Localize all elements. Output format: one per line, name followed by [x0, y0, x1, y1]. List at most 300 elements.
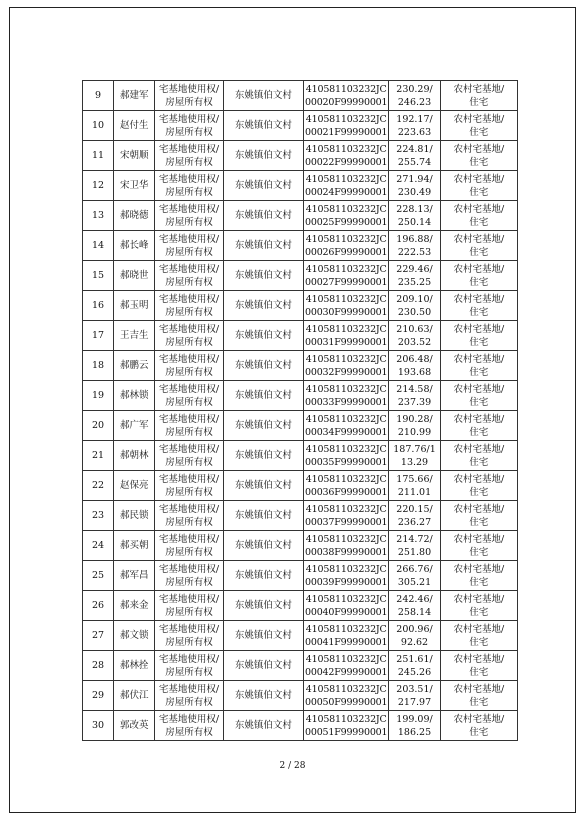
cell-area — [389, 501, 440, 531]
cell-name-text: 郝伏江 — [119, 690, 149, 701]
table-row — [83, 411, 518, 441]
cell-location — [223, 501, 303, 531]
cell-usage-text: 农村宅基地/ — [453, 593, 505, 605]
cell-usage-text: 农村宅基地/ — [453, 203, 505, 215]
cell-location-text: 东姚镇伯文村 — [234, 240, 292, 251]
cell-area-text: 223.63 — [397, 126, 432, 138]
cell-unit-code — [304, 261, 389, 291]
cell-area-text: 242.46/ — [396, 593, 433, 605]
cell-area — [389, 621, 440, 651]
cell-unit-code-text: 00036F99990001 — [305, 486, 388, 498]
cell-right-type-text: 房屋所有权 — [165, 486, 213, 498]
cell-unit-code-text: 00027F99990001 — [305, 276, 388, 288]
cell-right-type-text: 宅基地使用权/ — [158, 533, 220, 545]
cell-index-text: 14 — [92, 240, 105, 251]
cell-area-text: 203.52 — [397, 336, 432, 348]
cell-area — [389, 201, 440, 231]
cell-name-text: 郝林锁 — [119, 390, 149, 401]
cell-area-text: 236.27 — [397, 516, 432, 528]
page-number: 2 / 28 — [279, 761, 306, 771]
cell-name-text: 宋卫华 — [119, 180, 149, 191]
cell-usage-text: 住宅 — [469, 336, 489, 348]
cell-usage — [440, 351, 517, 381]
cell-name-text: 郝朝林 — [119, 450, 149, 461]
cell-area-text: 230.50 — [397, 306, 432, 318]
cell-right-type-text: 宅基地使用权/ — [158, 263, 220, 275]
cell-unit-code — [304, 531, 389, 561]
cell-name-text: 赵保亮 — [119, 480, 149, 491]
cell-right-type-text: 房屋所有权 — [165, 696, 213, 708]
cell-unit-code-text: 410581103232JC — [305, 653, 387, 665]
cell-usage-text: 农村宅基地/ — [453, 233, 505, 245]
cell-location — [223, 351, 303, 381]
cell-right-type-text: 宅基地使用权/ — [158, 593, 220, 605]
table-row — [83, 561, 518, 591]
cell-unit-code — [304, 591, 389, 621]
cell-index-text: 29 — [92, 690, 105, 701]
cell-location — [223, 681, 303, 711]
cell-location — [223, 381, 303, 411]
cell-area — [389, 81, 440, 111]
cell-usage-text: 农村宅基地/ — [453, 623, 505, 635]
cell-name-text: 郝军昌 — [119, 570, 149, 581]
cell-name-text: 郝鹏云 — [119, 360, 149, 371]
cell-index — [83, 531, 114, 561]
cell-index — [83, 411, 114, 441]
cell-unit-code-text: 410581103232JC — [305, 563, 387, 575]
cell-unit-code-text: 410581103232JC — [305, 263, 387, 275]
cell-area-text: 235.25 — [397, 276, 432, 288]
cell-usage-text: 农村宅基地/ — [453, 683, 505, 695]
cell-area — [389, 231, 440, 261]
cell-location — [223, 291, 303, 321]
cell-unit-code-text: 00040F99990001 — [305, 606, 388, 618]
cell-location-text: 东姚镇伯文村 — [234, 180, 292, 191]
cell-unit-code-text: 00051F99990001 — [305, 726, 388, 738]
cell-right-type-text: 宅基地使用权/ — [158, 113, 220, 125]
cell-location-text: 东姚镇伯文村 — [234, 450, 292, 461]
cell-area-text: 251.80 — [397, 546, 432, 558]
cell-usage-text: 住宅 — [469, 216, 489, 228]
cell-right-type — [155, 411, 223, 441]
cell-usage — [440, 621, 517, 651]
cell-usage-text: 农村宅基地/ — [453, 143, 505, 155]
property-rights-table — [82, 80, 518, 741]
cell-area-text: 305.21 — [397, 576, 432, 588]
cell-name-text: 郝民锁 — [119, 510, 149, 521]
cell-right-type-text: 房屋所有权 — [165, 96, 213, 108]
cell-location-text: 东姚镇伯文村 — [234, 270, 292, 281]
cell-usage — [440, 441, 517, 471]
cell-right-type — [155, 501, 223, 531]
cell-right-type-text: 宅基地使用权/ — [158, 383, 220, 395]
cell-unit-code — [304, 501, 389, 531]
cell-area — [389, 171, 440, 201]
cell-usage — [440, 411, 517, 441]
cell-name-text: 郝广军 — [119, 420, 149, 431]
cell-right-type-text: 宅基地使用权/ — [158, 713, 220, 725]
cell-right-type — [155, 591, 223, 621]
cell-name — [114, 141, 155, 171]
cell-right-type-text: 宅基地使用权/ — [158, 353, 220, 365]
cell-unit-code — [304, 381, 389, 411]
cell-area-text: 193.68 — [397, 366, 432, 378]
cell-usage — [440, 561, 517, 591]
cell-area-text: 230.29/ — [396, 83, 433, 95]
cell-unit-code — [304, 201, 389, 231]
cell-usage — [440, 681, 517, 711]
cell-area-text: 237.39 — [397, 396, 432, 408]
cell-name-text: 郝建军 — [119, 90, 149, 101]
cell-right-type-text: 房屋所有权 — [165, 576, 213, 588]
cell-unit-code-text: 410581103232JC — [305, 173, 387, 185]
cell-location-text: 东姚镇伯文村 — [234, 150, 292, 161]
table-row — [83, 201, 518, 231]
cell-right-type-text: 宅基地使用权/ — [158, 503, 220, 515]
cell-name — [114, 651, 155, 681]
cell-name — [114, 471, 155, 501]
cell-location-text: 东姚镇伯文村 — [234, 570, 292, 581]
cell-right-type-text: 宅基地使用权/ — [158, 83, 220, 95]
cell-location — [223, 471, 303, 501]
cell-right-type-text: 房屋所有权 — [165, 726, 213, 738]
table-row — [83, 141, 518, 171]
cell-location — [223, 441, 303, 471]
cell-unit-code — [304, 441, 389, 471]
cell-usage-text: 农村宅基地/ — [453, 293, 505, 305]
cell-location — [223, 621, 303, 651]
cell-right-type-text: 宅基地使用权/ — [158, 683, 220, 695]
cell-unit-code-text: 410581103232JC — [305, 113, 387, 125]
cell-name — [114, 351, 155, 381]
cell-name — [114, 261, 155, 291]
cell-right-type-text: 房屋所有权 — [165, 336, 213, 348]
cell-index — [83, 81, 114, 111]
cell-usage-text: 住宅 — [469, 606, 489, 618]
cell-name — [114, 201, 155, 231]
cell-location-text: 东姚镇伯文村 — [234, 480, 292, 491]
cell-right-type-text: 宅基地使用权/ — [158, 233, 220, 245]
cell-unit-code — [304, 411, 389, 441]
cell-area-text: 271.94/ — [396, 173, 433, 185]
cell-name — [114, 531, 155, 561]
cell-unit-code-text: 410581103232JC — [305, 353, 387, 365]
cell-right-type — [155, 681, 223, 711]
table-row — [83, 441, 518, 471]
cell-right-type-text: 房屋所有权 — [165, 306, 213, 318]
cell-right-type-text: 宅基地使用权/ — [158, 203, 220, 215]
cell-name — [114, 621, 155, 651]
cell-name-text: 郝林拴 — [119, 660, 149, 671]
cell-right-type — [155, 261, 223, 291]
cell-right-type-text: 宅基地使用权/ — [158, 653, 220, 665]
cell-location-text: 东姚镇伯文村 — [234, 660, 292, 671]
cell-index — [83, 261, 114, 291]
cell-name-text: 郝晓德 — [119, 210, 149, 221]
cell-index-text: 30 — [92, 720, 105, 731]
cell-unit-code-text: 410581103232JC — [305, 593, 387, 605]
cell-right-type — [155, 471, 223, 501]
cell-index — [83, 501, 114, 531]
cell-usage-text: 住宅 — [469, 486, 489, 498]
cell-usage — [440, 81, 517, 111]
cell-unit-code — [304, 111, 389, 141]
cell-usage — [440, 591, 517, 621]
cell-right-type-text: 房屋所有权 — [165, 216, 213, 228]
cell-unit-code-text: 410581103232JC — [305, 293, 387, 305]
cell-unit-code-text: 410581103232JC — [305, 503, 387, 515]
cell-location — [223, 591, 303, 621]
cell-name — [114, 681, 155, 711]
cell-right-type — [155, 351, 223, 381]
cell-right-type — [155, 141, 223, 171]
cell-index — [83, 291, 114, 321]
cell-unit-code-text: 00041F99990001 — [305, 636, 388, 648]
cell-usage — [440, 531, 517, 561]
cell-area-text: 220.15/ — [396, 503, 433, 515]
cell-location-text: 东姚镇伯文村 — [234, 300, 292, 311]
table-row — [83, 501, 518, 531]
cell-usage-text: 农村宅基地/ — [453, 413, 505, 425]
cell-name — [114, 711, 155, 741]
cell-index — [83, 471, 114, 501]
cell-usage-text: 农村宅基地/ — [453, 713, 505, 725]
cell-index — [83, 201, 114, 231]
cell-usage — [440, 111, 517, 141]
cell-right-type-text: 房屋所有权 — [165, 156, 213, 168]
cell-location — [223, 201, 303, 231]
cell-index-text: 25 — [92, 570, 105, 581]
cell-index-text: 24 — [92, 540, 105, 551]
table-row — [83, 321, 518, 351]
cell-index-text: 19 — [92, 390, 105, 401]
cell-unit-code-text: 410581103232JC — [305, 143, 387, 155]
cell-right-type — [155, 81, 223, 111]
cell-area-text: 217.97 — [397, 696, 432, 708]
cell-right-type-text: 房屋所有权 — [165, 186, 213, 198]
cell-right-type — [155, 291, 223, 321]
cell-index — [83, 621, 114, 651]
cell-index-text: 10 — [92, 120, 105, 131]
cell-usage-text: 农村宅基地/ — [453, 473, 505, 485]
cell-name — [114, 561, 155, 591]
cell-area-text: 228.13/ — [396, 203, 433, 215]
cell-unit-code-text: 00035F99990001 — [305, 456, 388, 468]
cell-area — [389, 561, 440, 591]
cell-area-text: 210.99 — [397, 426, 432, 438]
cell-unit-code-text: 410581103232JC — [305, 683, 387, 695]
cell-usage — [440, 471, 517, 501]
cell-unit-code-text: 00022F99990001 — [305, 156, 388, 168]
cell-index — [83, 681, 114, 711]
cell-right-type — [155, 561, 223, 591]
cell-usage-text: 住宅 — [469, 456, 489, 468]
cell-area — [389, 471, 440, 501]
cell-right-type-text: 宅基地使用权/ — [158, 413, 220, 425]
cell-usage-text: 住宅 — [469, 426, 489, 438]
cell-name — [114, 231, 155, 261]
cell-usage — [440, 141, 517, 171]
table-row — [83, 171, 518, 201]
cell-unit-code — [304, 681, 389, 711]
cell-area-text: 196.88/ — [396, 233, 433, 245]
cell-area-text: 92.62 — [400, 636, 429, 648]
cell-unit-code — [304, 651, 389, 681]
cell-index — [83, 561, 114, 591]
cell-usage-text: 农村宅基地/ — [453, 533, 505, 545]
table-row — [83, 651, 518, 681]
cell-right-type — [155, 711, 223, 741]
cell-right-type — [155, 651, 223, 681]
cell-location — [223, 141, 303, 171]
cell-area-text: 266.76/ — [396, 563, 433, 575]
cell-right-type-text: 宅基地使用权/ — [158, 143, 220, 155]
table-row — [83, 591, 518, 621]
cell-location-text: 东姚镇伯文村 — [234, 630, 292, 641]
cell-area-text: 210.63/ — [396, 323, 433, 335]
table-row — [83, 471, 518, 501]
cell-usage-text: 农村宅基地/ — [453, 113, 505, 125]
cell-name-text: 郝文锁 — [119, 630, 149, 641]
cell-right-type — [155, 111, 223, 141]
cell-location — [223, 321, 303, 351]
cell-right-type-text: 房屋所有权 — [165, 666, 213, 678]
cell-right-type-text: 宅基地使用权/ — [158, 173, 220, 185]
cell-index — [83, 231, 114, 261]
cell-usage-text: 住宅 — [469, 396, 489, 408]
cell-name-text: 王吉生 — [119, 330, 149, 341]
cell-area — [389, 591, 440, 621]
cell-usage-text: 住宅 — [469, 156, 489, 168]
cell-index-text: 15 — [92, 270, 105, 281]
cell-location-text: 东姚镇伯文村 — [234, 90, 292, 101]
cell-unit-code-text: 410581103232JC — [305, 533, 387, 545]
cell-location — [223, 111, 303, 141]
cell-name — [114, 81, 155, 111]
cell-usage-text: 农村宅基地/ — [453, 563, 505, 575]
cell-unit-code-text: 00038F99990001 — [305, 546, 388, 558]
cell-right-type — [155, 381, 223, 411]
cell-unit-code — [304, 621, 389, 651]
cell-area-text: 230.49 — [397, 186, 432, 198]
cell-right-type-text: 宅基地使用权/ — [158, 323, 220, 335]
cell-index — [83, 711, 114, 741]
cell-name — [114, 381, 155, 411]
cell-right-type — [155, 531, 223, 561]
table-row — [83, 351, 518, 381]
cell-name — [114, 441, 155, 471]
cell-usage-text: 农村宅基地/ — [453, 353, 505, 365]
cell-area — [389, 651, 440, 681]
cell-right-type — [155, 441, 223, 471]
cell-unit-code-text: 410581103232JC — [305, 713, 387, 725]
cell-usage — [440, 261, 517, 291]
cell-area — [389, 321, 440, 351]
cell-unit-code — [304, 321, 389, 351]
cell-area-text: 258.14 — [397, 606, 432, 618]
cell-area-text: 224.81/ — [396, 143, 433, 155]
cell-area — [389, 411, 440, 441]
cell-area — [389, 711, 440, 741]
cell-right-type-text: 房屋所有权 — [165, 246, 213, 258]
cell-usage-text: 农村宅基地/ — [453, 323, 505, 335]
cell-right-type-text: 房屋所有权 — [165, 126, 213, 138]
cell-location — [223, 261, 303, 291]
cell-area-text: 190.28/ — [396, 413, 433, 425]
cell-usage-text: 住宅 — [469, 126, 489, 138]
cell-location-text: 东姚镇伯文村 — [234, 360, 292, 371]
cell-index-text: 28 — [92, 660, 105, 671]
table-row — [83, 261, 518, 291]
table-row — [83, 381, 518, 411]
cell-usage-text: 住宅 — [469, 696, 489, 708]
cell-index — [83, 591, 114, 621]
cell-location-text: 东姚镇伯文村 — [234, 540, 292, 551]
cell-right-type-text: 房屋所有权 — [165, 636, 213, 648]
cell-usage — [440, 501, 517, 531]
cell-usage-text: 住宅 — [469, 666, 489, 678]
cell-usage-text: 农村宅基地/ — [453, 173, 505, 185]
cell-area-text: 186.25 — [397, 726, 432, 738]
cell-unit-code-text: 00021F99990001 — [305, 126, 388, 138]
cell-location — [223, 561, 303, 591]
cell-usage — [440, 291, 517, 321]
cell-index-text: 21 — [92, 450, 105, 461]
cell-unit-code — [304, 561, 389, 591]
cell-usage — [440, 711, 517, 741]
cell-unit-code-text: 410581103232JC — [305, 383, 387, 395]
cell-right-type-text: 宅基地使用权/ — [158, 443, 220, 455]
cell-area-text: 206.48/ — [396, 353, 433, 365]
cell-index — [83, 321, 114, 351]
cell-area — [389, 681, 440, 711]
cell-unit-code-text: 00042F99990001 — [305, 666, 388, 678]
cell-index — [83, 651, 114, 681]
cell-unit-code-text: 410581103232JC — [305, 323, 387, 335]
cell-unit-code-text: 00025F99990001 — [305, 216, 388, 228]
cell-usage-text: 住宅 — [469, 96, 489, 108]
cell-name — [114, 591, 155, 621]
cell-index — [83, 351, 114, 381]
cell-unit-code-text: 00026F99990001 — [305, 246, 388, 258]
cell-name — [114, 111, 155, 141]
cell-usage-text: 住宅 — [469, 516, 489, 528]
cell-location-text: 东姚镇伯文村 — [234, 390, 292, 401]
cell-index-text: 18 — [92, 360, 105, 371]
cell-unit-code-text: 00050F99990001 — [305, 696, 388, 708]
cell-usage-text: 农村宅基地/ — [453, 263, 505, 275]
cell-area-text: 209.10/ — [396, 293, 433, 305]
cell-location — [223, 531, 303, 561]
cell-usage-text: 住宅 — [469, 636, 489, 648]
cell-location — [223, 711, 303, 741]
cell-index-text: 22 — [92, 480, 105, 491]
cell-area-text: 214.58/ — [396, 383, 433, 395]
cell-usage-text: 农村宅基地/ — [453, 83, 505, 95]
cell-area-text: 187.76/1 — [393, 443, 436, 455]
cell-usage-text: 农村宅基地/ — [453, 653, 505, 665]
cell-usage-text: 住宅 — [469, 186, 489, 198]
cell-index-text: 17 — [92, 330, 105, 341]
cell-right-type-text: 房屋所有权 — [165, 546, 213, 558]
cell-right-type-text: 房屋所有权 — [165, 456, 213, 468]
cell-usage — [440, 231, 517, 261]
cell-unit-code-text: 410581103232JC — [305, 623, 387, 635]
cell-name-text: 郭改英 — [119, 720, 149, 731]
cell-area — [389, 141, 440, 171]
cell-location-text: 东姚镇伯文村 — [234, 690, 292, 701]
cell-right-type — [155, 171, 223, 201]
